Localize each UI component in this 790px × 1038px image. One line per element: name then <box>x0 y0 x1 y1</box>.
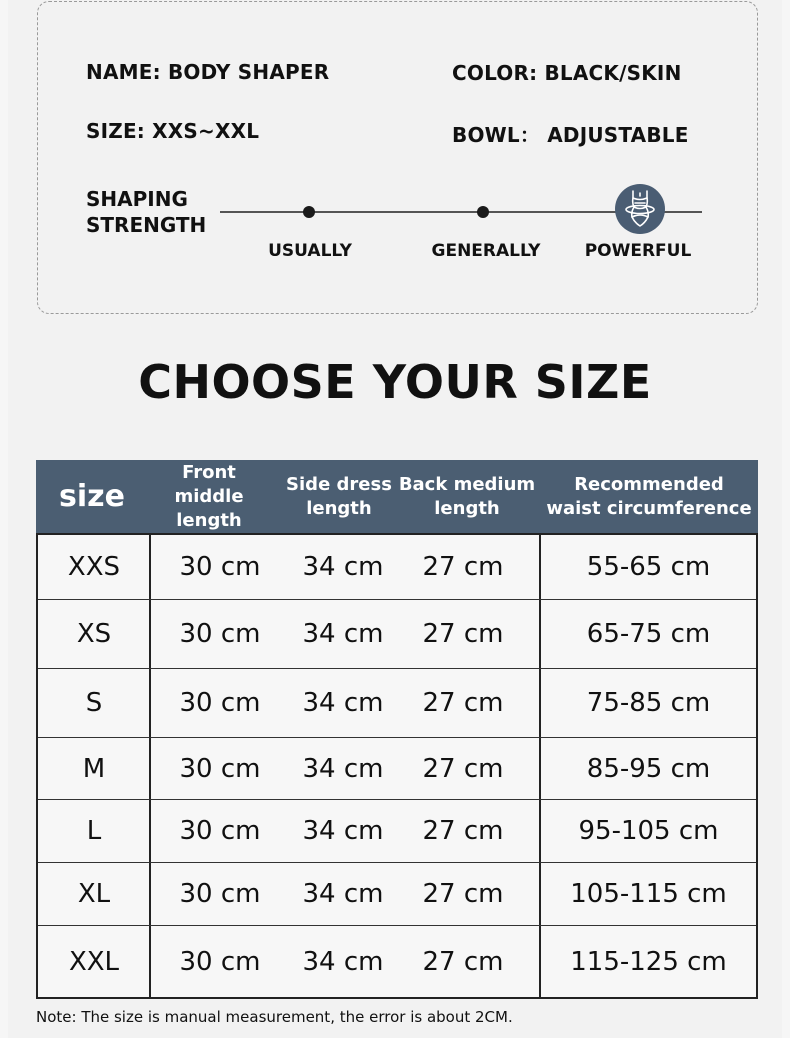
cell-size: XS <box>76 619 112 649</box>
cell-waist: 105-115 cm <box>570 879 727 909</box>
cell-front: 30 cm <box>179 879 261 909</box>
product-color: COLOR: BLACK/SKIN <box>452 61 682 85</box>
cell-waist: 115-125 cm <box>570 946 727 977</box>
shaping-strength-title-line1: SHAPING <box>86 187 188 211</box>
cell-front: 30 cm <box>179 946 261 977</box>
header-back-line1: Back medium <box>398 473 536 495</box>
cell-back: 27 cm <box>422 816 504 846</box>
cell-front: 30 cm <box>179 552 261 582</box>
product-size-range: SIZE: XXS~XXL <box>86 119 260 143</box>
cell-front: 30 cm <box>179 688 261 718</box>
strength-level-generally: GENERALLY <box>431 241 541 261</box>
cell-size: XXL <box>68 946 120 977</box>
cell-back: 27 cm <box>422 552 504 582</box>
table-body <box>36 533 758 999</box>
cell-side: 34 cm <box>302 879 384 909</box>
strength-level-usually: USUALLY <box>268 241 352 261</box>
header-waist-line1: Recommended <box>574 473 724 495</box>
strength-dot-generally <box>477 206 489 218</box>
body-shaper-figure-icon <box>615 184 665 234</box>
table-row <box>38 800 756 863</box>
cell-front: 30 cm <box>179 753 261 784</box>
table-row <box>38 669 756 738</box>
header-front-line1: Front middle <box>174 461 244 507</box>
product-bowl: BOWL： ADJUSTABLE <box>452 123 689 147</box>
cell-side: 34 cm <box>302 753 384 784</box>
shaping-strength-title-line2: STRENGTH <box>86 213 207 237</box>
cell-waist: 65-75 cm <box>586 619 711 649</box>
cell-side: 34 cm <box>302 552 384 582</box>
cell-side: 34 cm <box>302 688 384 718</box>
header-front-middle-length <box>148 460 270 533</box>
table-row <box>38 926 756 997</box>
cell-front: 30 cm <box>179 619 261 649</box>
table-header <box>36 460 758 533</box>
header-back-line2: length <box>434 497 500 519</box>
cell-size: L <box>86 816 102 846</box>
cell-waist: 75-85 cm <box>586 688 711 718</box>
header-waist-line2: waist circumference <box>546 497 752 519</box>
table-row <box>38 863 756 926</box>
cell-waist: 95-105 cm <box>578 816 719 846</box>
cell-back: 27 cm <box>422 688 504 718</box>
strength-dot-usually <box>303 206 315 218</box>
cell-waist: 85-95 cm <box>586 753 711 784</box>
cell-front: 30 cm <box>179 816 261 846</box>
header-side-line1: Side dress <box>286 473 392 495</box>
cell-waist: 55-65 cm <box>586 552 711 582</box>
cell-size: M <box>82 753 106 784</box>
cell-size: XL <box>77 879 111 909</box>
cell-side: 34 cm <box>302 946 384 977</box>
table-row <box>38 738 756 800</box>
product-name: NAME: BODY SHAPER <box>86 60 330 84</box>
header-front-line2: length <box>176 509 242 531</box>
cell-side: 34 cm <box>302 816 384 846</box>
measurement-note: Note: The size is manual measurement, the error is about 2CM. <box>36 1008 513 1026</box>
size-chart-table <box>36 460 758 999</box>
cell-size: XXS <box>67 552 121 582</box>
table-row <box>38 600 756 669</box>
header-size: size <box>59 478 125 514</box>
cell-back: 27 cm <box>422 946 504 977</box>
header-side-dress-length <box>280 460 398 533</box>
header-side-line2: length <box>306 497 372 519</box>
header-back-medium-length <box>398 460 536 533</box>
strength-level-powerful: POWERFUL <box>584 241 692 261</box>
cell-side: 34 cm <box>302 619 384 649</box>
cell-back: 27 cm <box>422 879 504 909</box>
product-info-card <box>37 1 758 314</box>
choose-size-heading: CHOOSE YOUR SIZE <box>138 355 652 409</box>
shaping-strength-title <box>86 186 206 238</box>
table-row <box>38 535 756 600</box>
cell-size: S <box>85 688 103 718</box>
cell-back: 27 cm <box>422 619 504 649</box>
header-recommended-waist <box>540 460 758 533</box>
cell-back: 27 cm <box>422 753 504 784</box>
